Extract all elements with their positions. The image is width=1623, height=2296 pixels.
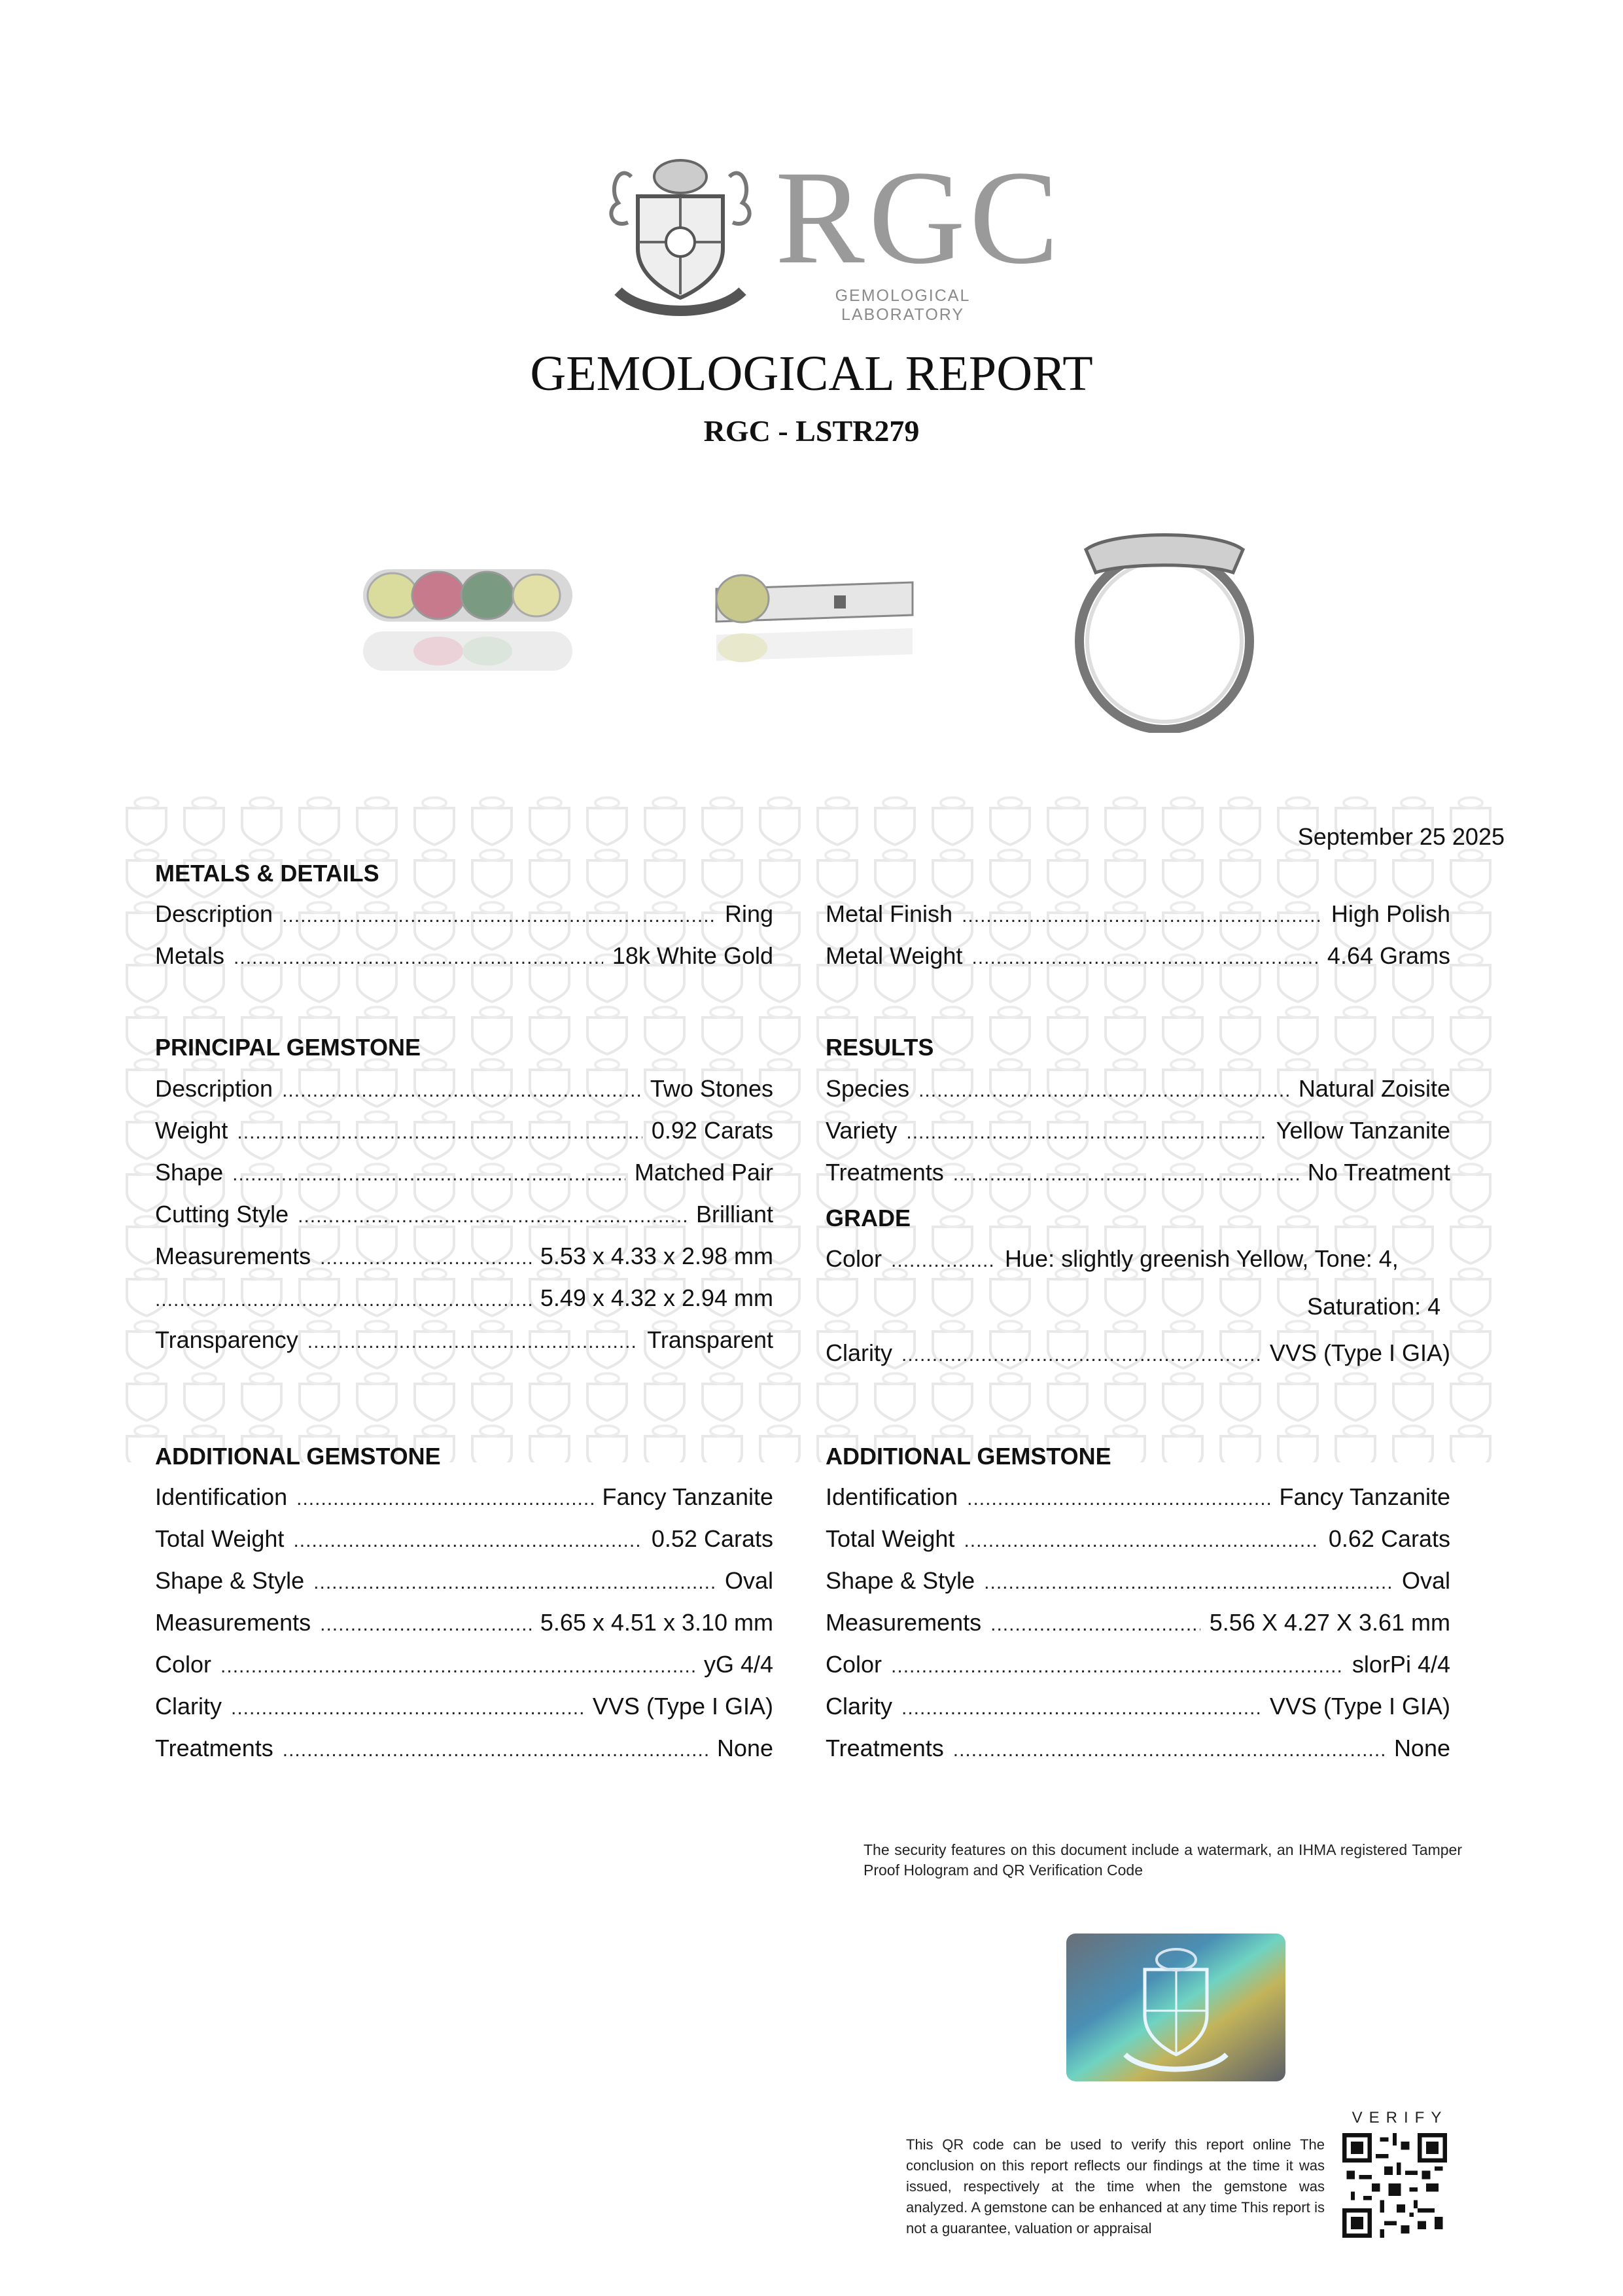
field-value: Transparent [647,1326,773,1353]
security-features-note: The security features on this document include a watermark, an IHMA registered Tamper Proof Hologram and QR Verification Code [864,1841,1462,1879]
additional-gemstone-left-heading: ADDITIONAL GEMSTONE [155,1443,441,1470]
grade-color-row [826,1245,1444,1279]
field-value: Brilliant [695,1201,773,1227]
logo-subtitle: GEMOLOGICAL LABORATORY [835,287,971,324]
field-label: Metal Weight [826,942,963,969]
field-label: Cutting Style [155,1201,289,1227]
results-row [826,1117,1450,1151]
field-value: Oval [724,1567,773,1594]
field-value: Fancy Tanzanite [602,1483,773,1510]
ring-front-view-photo [1053,510,1276,733]
dot-leader [232,1163,625,1186]
dot-leader [234,947,603,969]
additional-right-row [826,1525,1450,1559]
additional-left-row [155,1735,773,1769]
dot-leader [918,1080,1289,1102]
dot-leader [283,1739,708,1761]
additional-right-row [826,1567,1450,1601]
field-value: No Treatment [1307,1159,1450,1186]
field-label: Metal Finish [826,900,953,927]
additional-left-row [155,1567,773,1601]
principal-row [155,1284,773,1318]
additional-left-row [155,1483,773,1517]
field-label: Measurements [155,1243,311,1269]
field-value: 5.53 x 4.33 x 2.98 mm [540,1243,773,1269]
additional-left-row [155,1693,773,1727]
qr-disclaimer-text: This QR code can be used to verify this report online The conclusion on this report reflects our findings at the time it was issued, respectively at the time when the gemstone was analyzed. A gemstone can be enhanced at any time This report is not a guarantee, valuation or appraisal [906,2136,1325,2236]
dot-leader [307,1331,638,1353]
additional-right-row [826,1483,1450,1517]
field-value: None [716,1735,773,1761]
field-label: Shape [155,1159,224,1186]
dot-leader [296,1488,593,1510]
dot-leader [220,1655,695,1678]
field-value: 5.65 x 4.51 x 3.10 mm [540,1609,773,1636]
report-date: September 25 2025 [1297,823,1505,850]
dot-leader [320,1247,531,1269]
dot-leader [990,1614,1200,1636]
logo-wordmark: RGC [775,143,1063,292]
field-value: Hue: slightly greenish Yellow, Tone: 4, [1005,1245,1399,1272]
field-label: Total Weight [826,1525,955,1552]
additional-gemstone-right-heading: ADDITIONAL GEMSTONE [826,1443,1111,1470]
dot-leader [953,1739,1385,1761]
dot-leader [282,1080,641,1102]
grade-heading: GRADE [826,1205,911,1231]
grade-color-continuation: Saturation: 4 [1307,1293,1441,1320]
field-value: 5.56 X 4.27 X 3.61 mm [1209,1609,1450,1636]
crest-logo [592,150,769,324]
dot-leader [891,1655,1343,1678]
dot-leader [984,1572,1393,1594]
field-label: Measurements [826,1609,982,1636]
principal-row [155,1326,773,1360]
dot-leader [293,1530,642,1552]
field-label: Weight [155,1117,228,1144]
field-value: slorPi 4/4 [1352,1651,1450,1678]
metals-row-description [155,900,773,934]
metals-details-heading: METALS & DETAILS [155,860,379,887]
field-value: Oval [1401,1567,1450,1594]
field-label: Treatments [155,1735,273,1761]
field-label: Color [826,1245,882,1272]
dot-leader [906,1122,1266,1144]
field-value: VVS (Type I GIA) [1269,1339,1450,1366]
qr-verification-code[interactable] [1342,2133,1447,2238]
additional-left-row [155,1525,773,1559]
field-label: Description [155,1075,273,1102]
field-label: Measurements [155,1609,311,1636]
field-value: VVS (Type I GIA) [592,1693,773,1720]
grade-clarity-row [826,1339,1450,1373]
dot-leader [237,1122,642,1144]
field-value: Two Stones [650,1075,773,1102]
hologram-seal [1066,1934,1285,2081]
dot-leader [282,905,716,927]
dot-leader [231,1697,584,1720]
dot-leader [901,1697,1261,1720]
additional-left-row [155,1609,773,1643]
field-value: 0.92 Carats [651,1117,773,1144]
field-value: Fancy Tanzanite [1279,1483,1450,1510]
dot-leader [964,1530,1319,1552]
dot-leader [953,1163,1299,1186]
additional-right-row [826,1609,1450,1643]
report-title: GEMOLOGICAL REPORT [530,346,1093,401]
dot-leader [971,947,1318,969]
metals-row-weight [826,942,1450,976]
additional-right-row [826,1693,1450,1727]
field-label: Variety [826,1117,898,1144]
field-label: Clarity [826,1693,893,1720]
principal-row [155,1159,773,1193]
field-value: yG 4/4 [703,1651,773,1678]
principal-row [155,1243,773,1277]
field-label: Color [826,1651,882,1678]
field-value: 0.62 Carats [1328,1525,1450,1552]
field-value: Ring [724,900,773,927]
field-label: Total Weight [155,1525,285,1552]
report-number: RGC - LSTR279 [703,414,920,448]
additional-right-row [826,1735,1450,1769]
field-label: Clarity [826,1339,893,1366]
field-label: Description [155,900,273,927]
field-label: Identification [155,1483,288,1510]
field-value: 0.52 Carats [651,1525,773,1552]
dot-leader [313,1572,716,1594]
field-value: 5.49 x 4.32 x 2.94 mm [540,1284,773,1311]
dot-leader [155,1289,531,1311]
field-label: Color [155,1651,212,1678]
field-value: 4.64 Grams [1327,942,1450,969]
results-heading: RESULTS [826,1034,934,1061]
field-label: Transparency [155,1326,298,1353]
ring-top-view-photo [357,543,579,687]
results-row [826,1075,1450,1109]
field-label: Treatments [826,1159,944,1186]
results-row [826,1159,1450,1193]
ring-side-view-photo [703,543,926,687]
principal-row [155,1075,773,1109]
field-label: Treatments [826,1735,944,1761]
additional-left-row [155,1651,773,1685]
field-label: Species [826,1075,910,1102]
principal-row [155,1117,773,1151]
field-label: Identification [826,1483,958,1510]
field-label: Shape & Style [155,1567,305,1594]
field-label: Shape & Style [826,1567,975,1594]
dot-leader [320,1614,531,1636]
dot-leader [298,1205,687,1227]
field-value: Matched Pair [634,1159,773,1186]
dot-leader [891,1250,996,1272]
verify-label: VERIFY [1352,2109,1448,2127]
field-value: 18k White Gold [612,942,773,969]
field-value: Yellow Tanzanite [1276,1117,1450,1144]
field-value: None [1393,1735,1450,1761]
field-value: VVS (Type I GIA) [1269,1693,1450,1720]
principal-row [155,1201,773,1235]
dot-leader [967,1488,1270,1510]
metals-row-metals [155,942,773,976]
dot-leader [901,1344,1261,1366]
field-value: High Polish [1331,900,1450,927]
principal-gemstone-heading: PRINCIPAL GEMSTONE [155,1034,421,1061]
dot-leader [962,905,1322,927]
field-label: Metals [155,942,225,969]
metals-row-finish [826,900,1450,934]
field-value: Natural Zoisite [1298,1075,1450,1102]
field-label: Clarity [155,1693,222,1720]
additional-right-row [826,1651,1450,1685]
